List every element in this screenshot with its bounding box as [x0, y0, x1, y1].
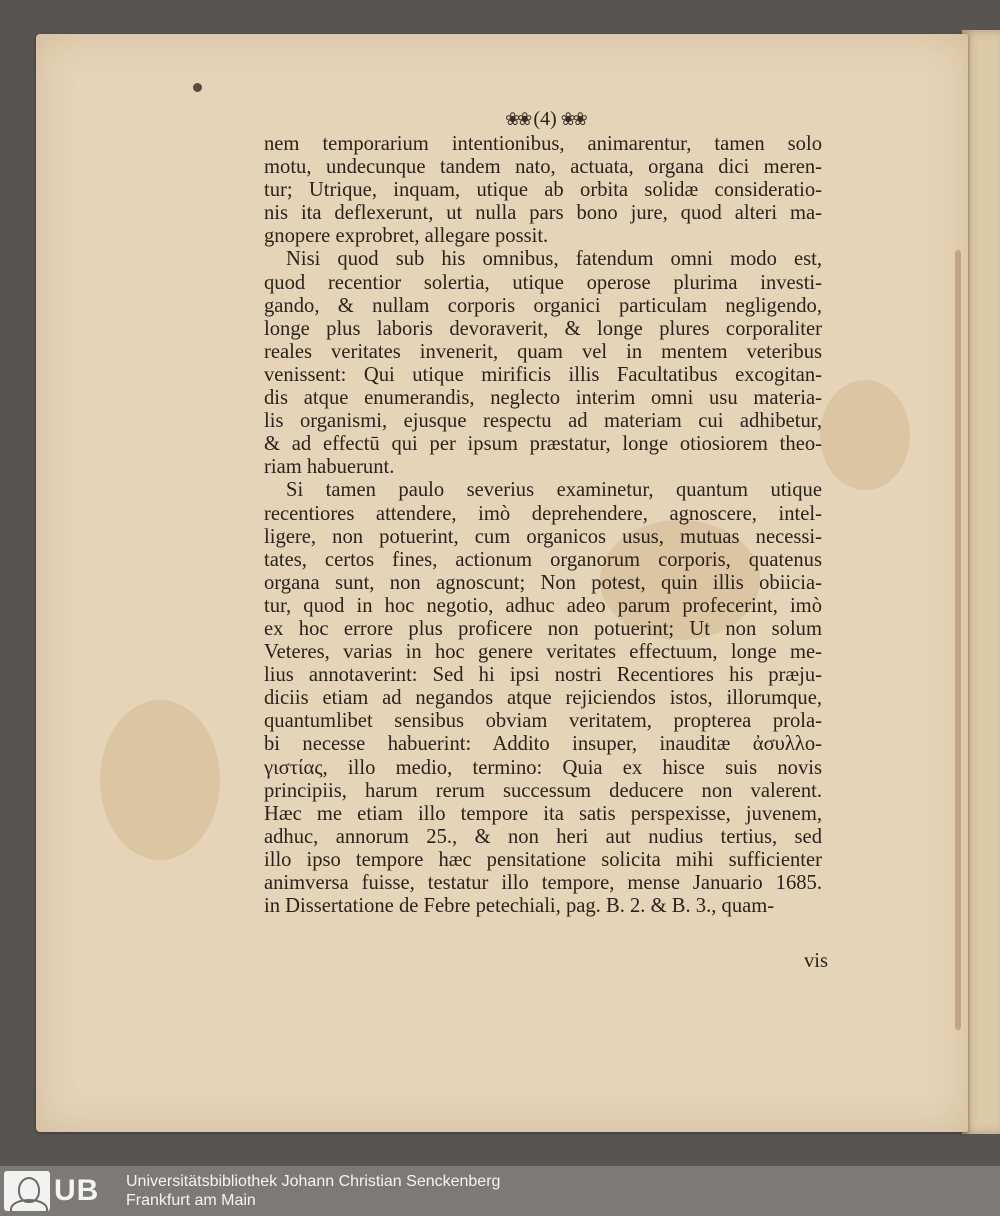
- text-line: & ad effectū qui per ipsum præstatur, longe otiosiorem theo-: [264, 433, 822, 456]
- portrait-icon: [4, 1171, 50, 1211]
- text-line: nis ita deflexerunt, ut nulla pars bono jure, quod alteri ma-: [264, 202, 822, 225]
- text-line: Veteres, varias in hoc genere veritates effectuum, longe me-: [264, 641, 822, 664]
- page-header: [470, 105, 620, 133]
- text-line: γιστίας, illo medio, termino: Quia ex hisce suis novis: [264, 756, 822, 779]
- text-line: nem temporarium intentionibus, animarentur, tamen solo: [264, 133, 822, 155]
- library-name-line-1: Universitätsbibliothek Johann Christian Senckenberg: [126, 1173, 501, 1190]
- spine-shadow: [955, 250, 961, 1030]
- text-line: principiis, harum rerum successum deducere non valerent.: [264, 779, 822, 802]
- text-line: longe plus laboris devoraverit, & longe plures corporaliter: [264, 317, 822, 340]
- text-line: diciis etiam ad negandos atque rejiciendos istos, illorumque,: [264, 687, 822, 710]
- text-line: reales veritates invenerit, quam vel in mentem veteribus: [264, 340, 822, 363]
- text-line: tates, certos fines, actionum organorum corporis, quatenus: [264, 548, 822, 571]
- text-line: bi necesse habuerint: Addito insuper, inauditæ ἀσυλλο-: [264, 733, 822, 756]
- library-logo[interactable]: [4, 1171, 116, 1211]
- text-line: organa sunt, non agnoscunt; Non potest, quin illis obiicia-: [264, 571, 822, 594]
- text-line: adhuc, annorum 25., & non heri aut nudius tertius, sed: [264, 825, 822, 848]
- text-line: tur, quod in hoc negotio, adhuc adeo parum profecerint, imò: [264, 594, 822, 617]
- text-line: Si tamen paulo severius examinetur, quantum utique: [286, 479, 822, 502]
- text-line: lius annotaverint: Sed hi ipsi nostri Recentiores his præju-: [264, 664, 822, 687]
- ink-dot: [193, 83, 202, 92]
- body-text: [264, 133, 822, 918]
- ornament-right-icon: ❀❀: [560, 108, 585, 130]
- paper-stain: [100, 700, 220, 860]
- text-line: ligere, non potuerint, cum organicos usus, mutuas necessi-: [264, 525, 822, 548]
- text-line: Hæc me etiam illo tempore ita satis perspexisse, juvenem,: [264, 802, 822, 825]
- text-line: quantumlibet sensibus obviam veritatem, propterea prola-: [264, 710, 822, 733]
- catchword: vis: [803, 950, 828, 972]
- text-line: recentiores attendere, imò deprehendere, agnoscere, intel-: [264, 502, 822, 525]
- text-line: quod recentior solertia, utique operose plurima investi-: [264, 271, 822, 294]
- text-line: venissent: Qui utique mirificis illis Facultatibus excogitan-: [264, 363, 822, 386]
- text-line: tur; Utrique, inquam, utique ab orbita solidæ consideratio-: [264, 179, 822, 202]
- text-line: gnopere exprobret, allegare possit.: [264, 225, 549, 248]
- library-name-line-2: Frankfurt am Main: [126, 1192, 256, 1209]
- library-name: [126, 1172, 500, 1210]
- text-line: Nisi quod sub his omnibus, fatendum omni modo est,: [286, 248, 822, 271]
- library-footer: [0, 1166, 1000, 1216]
- page-number: (4): [533, 107, 557, 130]
- logo-text: UB: [54, 1174, 100, 1207]
- paper-stain: [820, 380, 910, 490]
- ornament-left-icon: ❀❀: [505, 108, 530, 130]
- text-line: lis organismi, ejusque respectu ad materiam cui adhibetur,: [264, 410, 822, 433]
- text-line: ex hoc errore plus proficere non potuerint; Ut non solum: [264, 617, 822, 640]
- text-line: in Dissertatione de Febre petechiali, pag. B. 2. & B. 3., quam-: [264, 895, 775, 918]
- text-line: dis atque enumerandis, neglecto interim omni usu materia-: [264, 387, 822, 410]
- text-line: riam habuerunt.: [264, 456, 395, 479]
- text-line: animversa fuisse, testatur illo tempore, mense Januario 1685.: [264, 872, 822, 894]
- text-line: gando, & nullam corporis organici particulam negligendo,: [264, 294, 822, 317]
- text-line: illo ipso tempore hæc pensitatione solicita mihi sufficienter: [264, 848, 822, 871]
- text-line: motu, undecunque tandem nato, actuata, organa dici meren-: [264, 156, 822, 179]
